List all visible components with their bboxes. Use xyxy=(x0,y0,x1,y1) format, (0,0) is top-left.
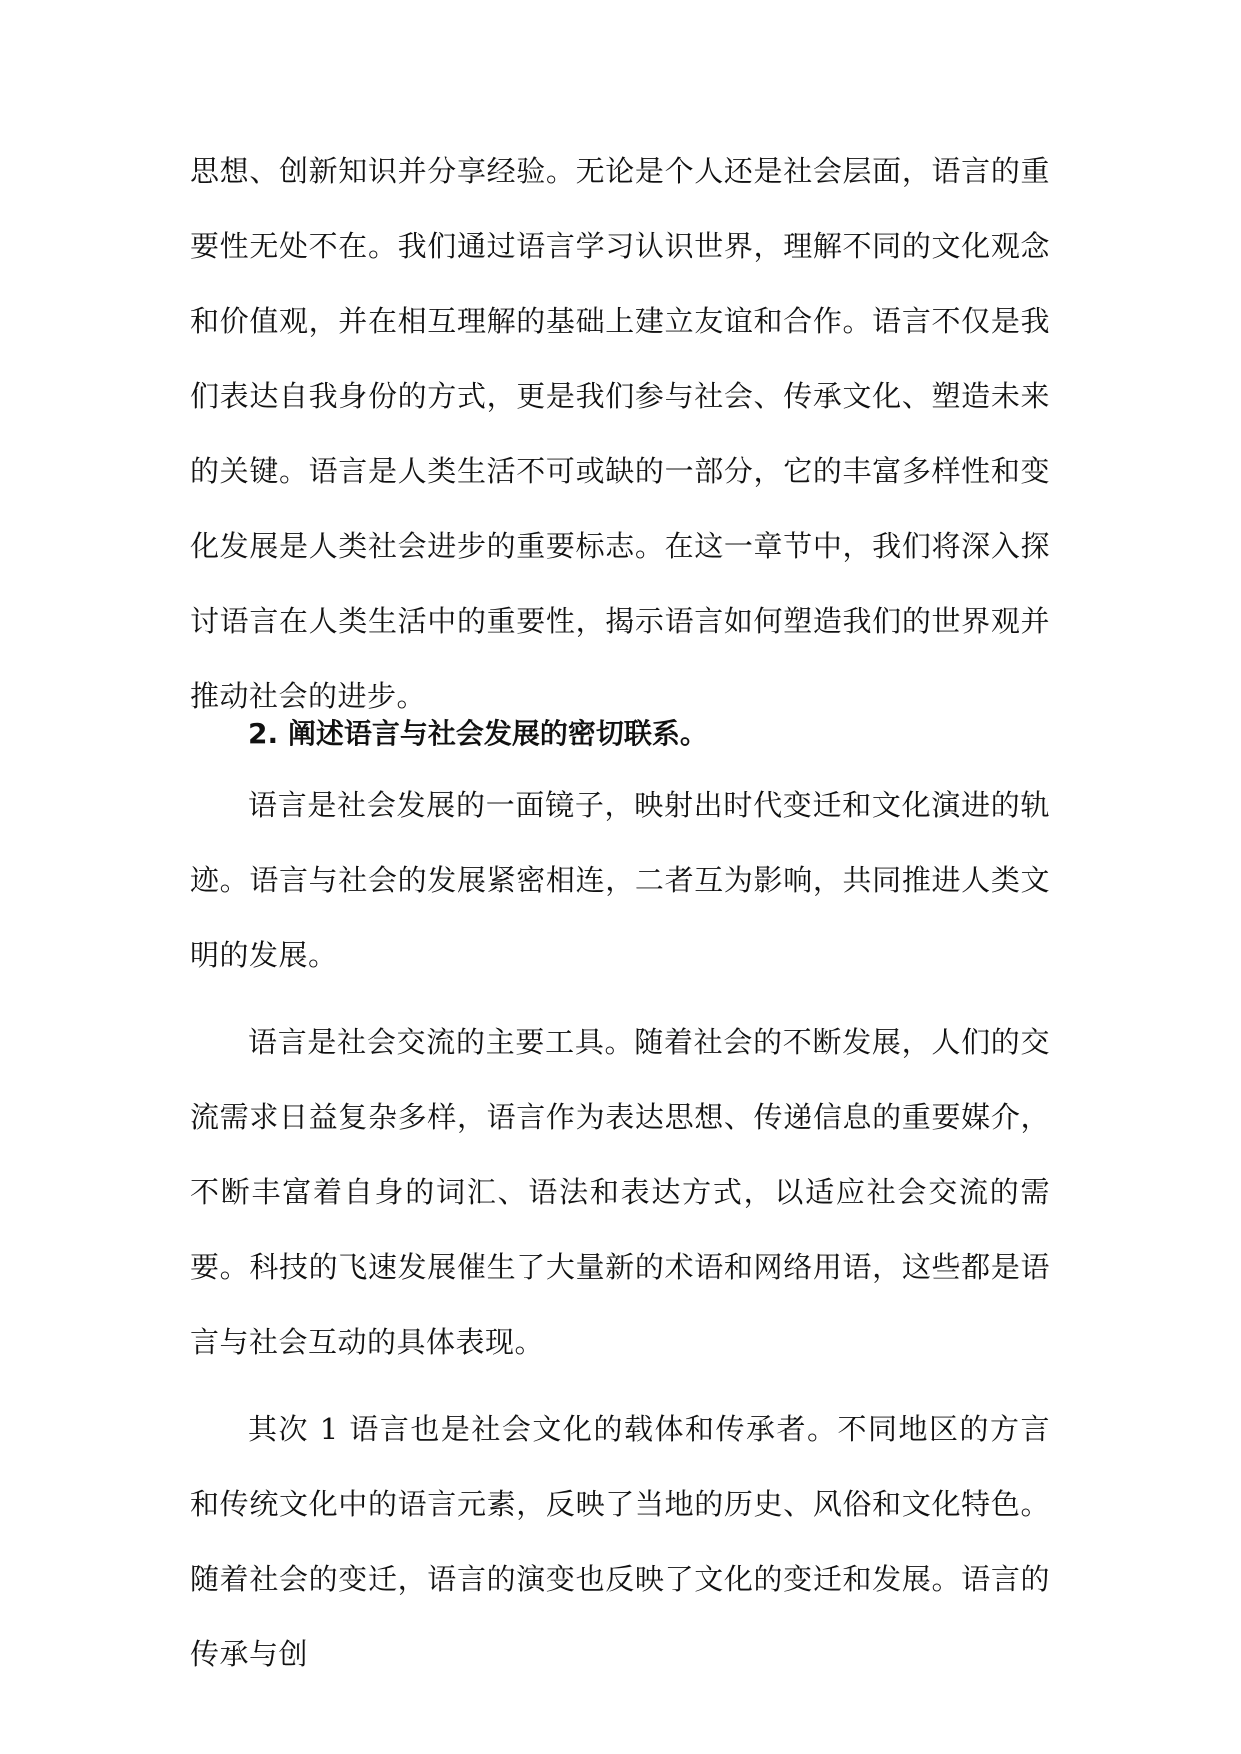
paragraph-text: 其次 1 语言也是社会文化的载体和传承者。不同地区的方言和传统文化中的语言元素，反映了当地的历史、风俗和文化特色。随着社会的变迁，语言的演变也反映了文化的变迁和发展。语言的传承与创 xyxy=(190,1412,1050,1671)
paragraph-communication-tool xyxy=(190,1005,1050,1380)
paragraph-text: 语言是社会交流的主要工具。随着社会的不断发展，人们的交流需求日益复杂多样，语言作为表达思想、传递信息的重要媒介，不断丰富着自身的词汇、语法和表达方式，以适应社会交流的需要。科技的飞速发展催生了大量新的术语和网络用语，这些都是语言与社会互动的具体表现。 xyxy=(190,1025,1050,1359)
paragraph-text: 语言是社会发展的一面镜子，映射出时代变迁和文化演进的轨迹。语言与社会的发展紧密相连，二者互为影响，共同推进人类文明的发展。 xyxy=(190,788,1050,972)
paragraph-text: 思想、创新知识并分享经验。无论是个人还是社会层面，语言的重要性无处不在。我们通过语言学习认识世界，理解不同的文化观念和价值观，并在相互理解的基础上建立友谊和合作。语言不仅是我们表达自我身份的方式，更是我们参与社会、传承文化、塑造未来的关键。语言是人类生活不可或缺的一部分，它的丰富多样性和变化发展是人类社会进步的重要标志。在这一章节中，我们将深入探讨语言在人类生活中的重要性，揭示语言如何塑造我们的世界观并推动社会的进步。 xyxy=(190,154,1050,713)
paragraph-cultural-carrier xyxy=(190,1392,1050,1692)
intro-paragraph-continuation xyxy=(190,134,1050,734)
paragraph-mirror-of-society xyxy=(190,768,1050,993)
section-heading: 2. 阐述语言与社会发展的密切联系。 xyxy=(248,717,708,750)
